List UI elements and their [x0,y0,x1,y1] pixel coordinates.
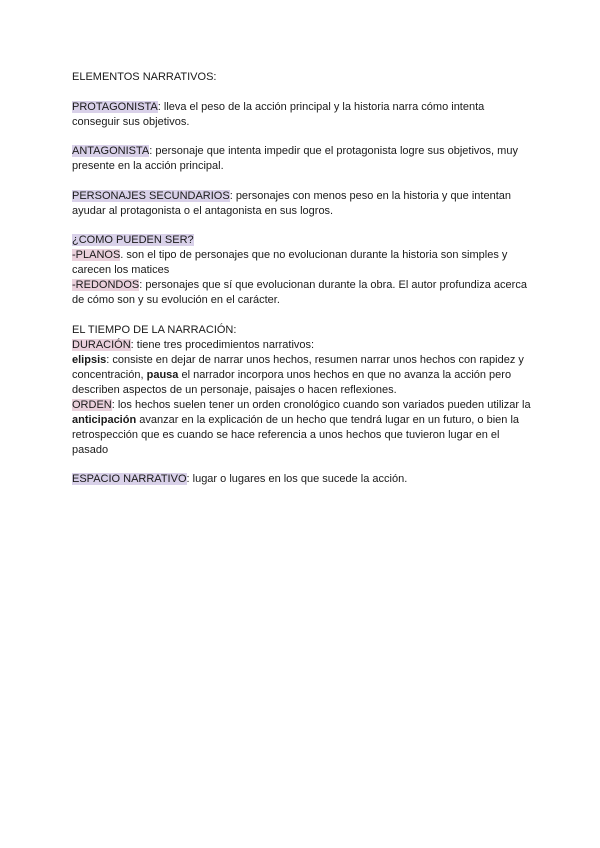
orden-paragraph [72,398,532,458]
secundarios-term: PERSONAJES SECUNDARIOS [72,189,230,202]
protagonista-term: PROTAGONISTA [72,100,158,113]
tiempo-heading: EL TIEMPO DE LA NARRACIÓN: [72,323,237,336]
planos-text: . son el tipo de personajes que no evolucionan durante la historia son simples y carecen los matices [72,249,508,276]
pausa-text: el narrador incorpora unos hechos en que no avanza la acción pero describen aspectos de un personaje, paisajes o hacen reflexiones. [72,368,512,396]
tipos-heading-line [72,233,532,248]
elipsis-paragraph [72,353,532,398]
antagonista-paragraph [72,144,532,174]
secundarios-paragraph [72,189,532,219]
orden-term: ORDEN [72,398,112,411]
antagonista-text: : personaje que intenta impedir que el protagonista logre sus objetivos, muy presente en la acción principal. [72,145,518,172]
redondos-term: -REDONDOS [72,279,140,291]
elipsis-term: elipsis [72,353,107,366]
duracion-text: : tiene tres procedimientos narrativos: [130,338,315,351]
orden-text-2: avanzar en la explicación de un hecho que tendrá lugar en un futuro, o bien la retrospección que es cuando se hace referencia a unos hechos que tuvieron lugar en el pasado [72,413,520,456]
duracion-term: DURACIÓN [72,338,131,351]
espacio-text: : lugar o lugares en los que sucede la acción. [186,473,408,485]
antagonista-term: ANTAGONISTA [72,145,150,157]
tipos-heading: ¿COMO PUEDEN SER? [72,234,194,246]
redondos-text: : personajes que sí que evolucionan durante la obra. El autor profundiza acerca de cómo son y su evolución en el carácter. [72,279,527,306]
espacio-term: ESPACIO NARRATIVO [72,473,187,485]
document-page [72,70,532,487]
anticipacion-term: anticipación [72,413,137,426]
redondos-paragraph [72,278,532,308]
planos-term: -PLANOS [72,249,121,261]
pausa-term: pausa [146,368,179,381]
elipsis-text: : consiste en dejar de narrar unos hechos, resumen narrar unos hechos con rapidez y concentración, [72,353,524,381]
espacio-paragraph [72,472,532,487]
protagonista-paragraph [72,100,532,130]
secundarios-text: : personajes con menos peso en la historia y que intentan ayudar al protagonista o el antagonista en sus logros. [72,189,511,217]
protagonista-text: : lleva el peso de la acción principal y la historia narra cómo intenta conseguir sus objetivos. [72,100,485,128]
document-title: ELEMENTOS NARRATIVOS: [72,71,217,83]
duracion-paragraph [72,338,532,353]
orden-text-1: : los hechos suelen tener un orden cronológico cuando son variados pueden utilizar la [111,398,531,411]
planos-paragraph [72,248,532,278]
